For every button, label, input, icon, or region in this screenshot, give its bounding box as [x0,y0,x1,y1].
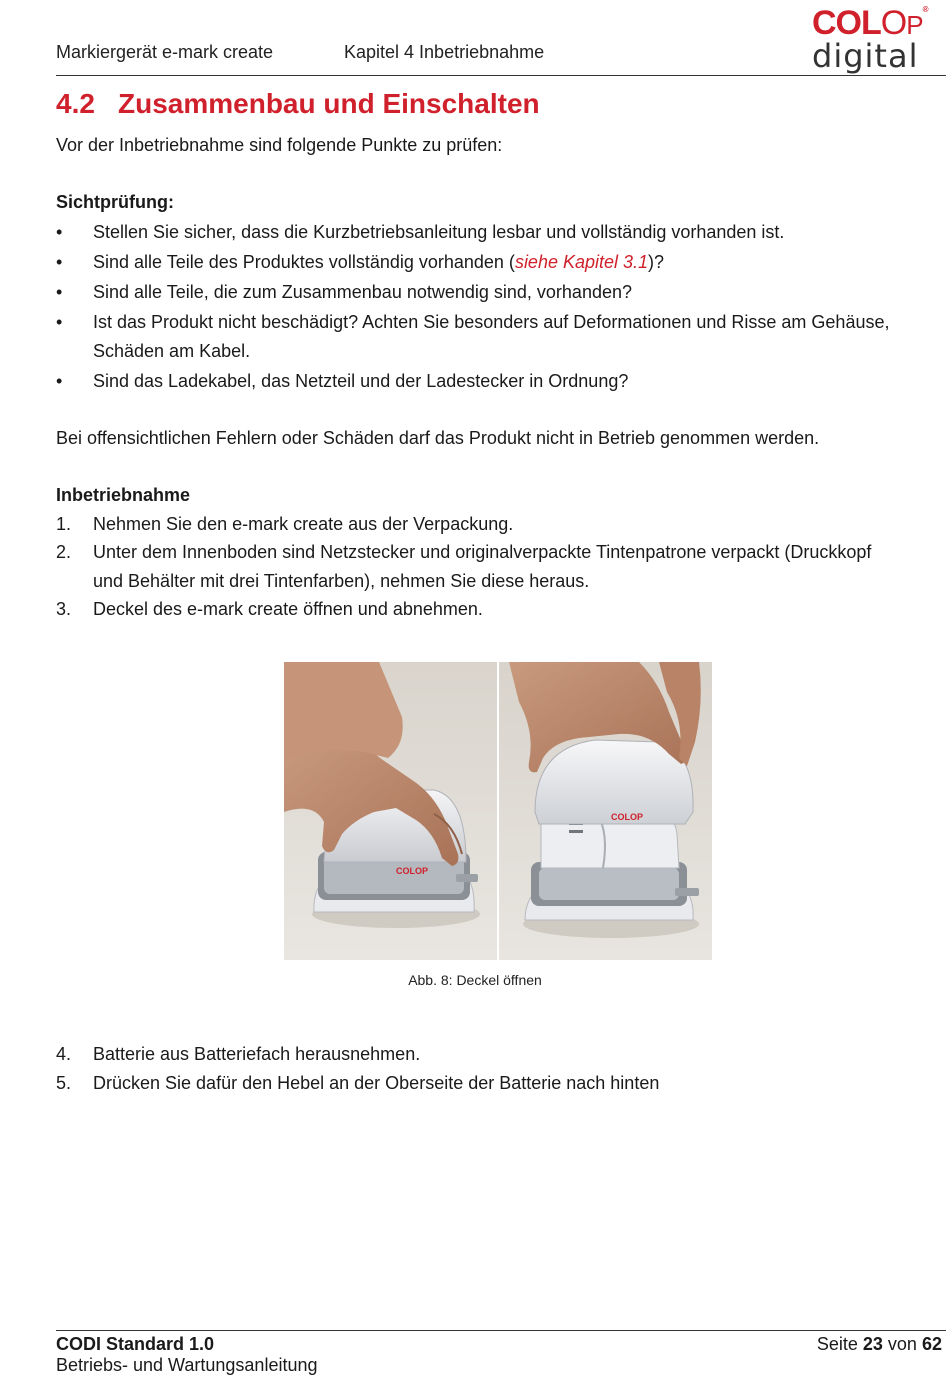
bullet-icon: • [56,222,63,242]
device-logo: COLOP [611,812,644,822]
visual-check-item: • Stellen Sie sicher, dass die Kurzbetriebsanleitung lesbar und vollständig vorhanden ist. [56,218,944,247]
bullet-icon: • [56,371,63,391]
figure-open-lid [284,662,712,960]
bullet-icon: • [56,282,63,302]
footer-rule [56,1330,946,1331]
visual-check-heading: Sichtprüfung: [56,192,174,212]
visual-check-item: • Sind alle Teile, die zum Zusammenbau notwendig sind, vorhanden? [56,278,944,307]
footer-document-type: Betriebs- und Wartungsanleitung [56,1355,318,1375]
device-logo: COLOP [396,866,429,876]
commissioning-heading: Inbetriebnahme [56,485,191,505]
commissioning-step: 2. Unter dem Innenboden sind Netzstecker und originalverpackte Tintenpatrone verpackt (Druckkopf und Behälter mit drei Tintenfarben), nehmen Sie diese heraus. [56,542,872,591]
commissioning-step: 4. Batterie aus Batteriefach herausnehmen. [56,1044,421,1064]
visual-check-item: • Sind das Ladekabel, das Netzteil und der Ladestecker in Ordnung? [56,367,944,396]
damage-warning: Bei offensichtlichen Fehlern oder Schäden darf das Produkt nicht in Betrieb genommen werden. [56,428,820,448]
footer-page-number: Seite 23 von 62 [816,1334,942,1354]
commissioning-step: 5. Drücken Sie dafür den Hebel an der Oberseite der Batterie nach hinten [56,1073,660,1093]
bullet-icon: • [56,252,63,272]
logo-brand-top: COLOP® [812,4,928,42]
photo-hand-gripping-device [284,662,497,960]
photo-lid-lifted-off [499,662,712,960]
header-chapter: Kapitel 4 Inbetriebnahme [344,42,545,62]
section-heading [56,88,540,120]
photo-divider [497,662,499,960]
logo-brand-bottom: digital [812,37,919,75]
commissioning-step: 3. Deckel des e-mark create öffnen und abnehmen. [56,599,483,619]
section-intro: Vor der Inbetriebnahme sind folgende Punkte zu prüfen: [56,135,503,155]
section-title: Zusammenbau und Einschalten [118,88,540,119]
figure-caption: Abb. 8: Deckel öffnen [408,972,542,988]
commissioning-step: 1. Nehmen Sie den e-mark create aus der Verpackung. [56,514,514,534]
colop-digital-logo [812,4,932,75]
visual-check-item: • Sind alle Teile des Produktes vollständig vorhanden (siehe Kapitel 3.1)? [56,248,944,277]
section-number: 4.2 [56,88,95,119]
header-rule [56,75,946,76]
chapter-reference-link[interactable]: siehe Kapitel 3.1 [514,252,649,272]
footer-standard: CODI Standard 1.0 [56,1334,215,1354]
visual-check-item: • Ist das Produkt nicht beschädigt? Achten Sie besonders auf Deformationen und Risse am Gehäuse, Schäden am Kabel. [56,308,944,366]
header-document-title: Markiergerät e-mark create [56,42,274,62]
bullet-icon: • [56,312,63,332]
